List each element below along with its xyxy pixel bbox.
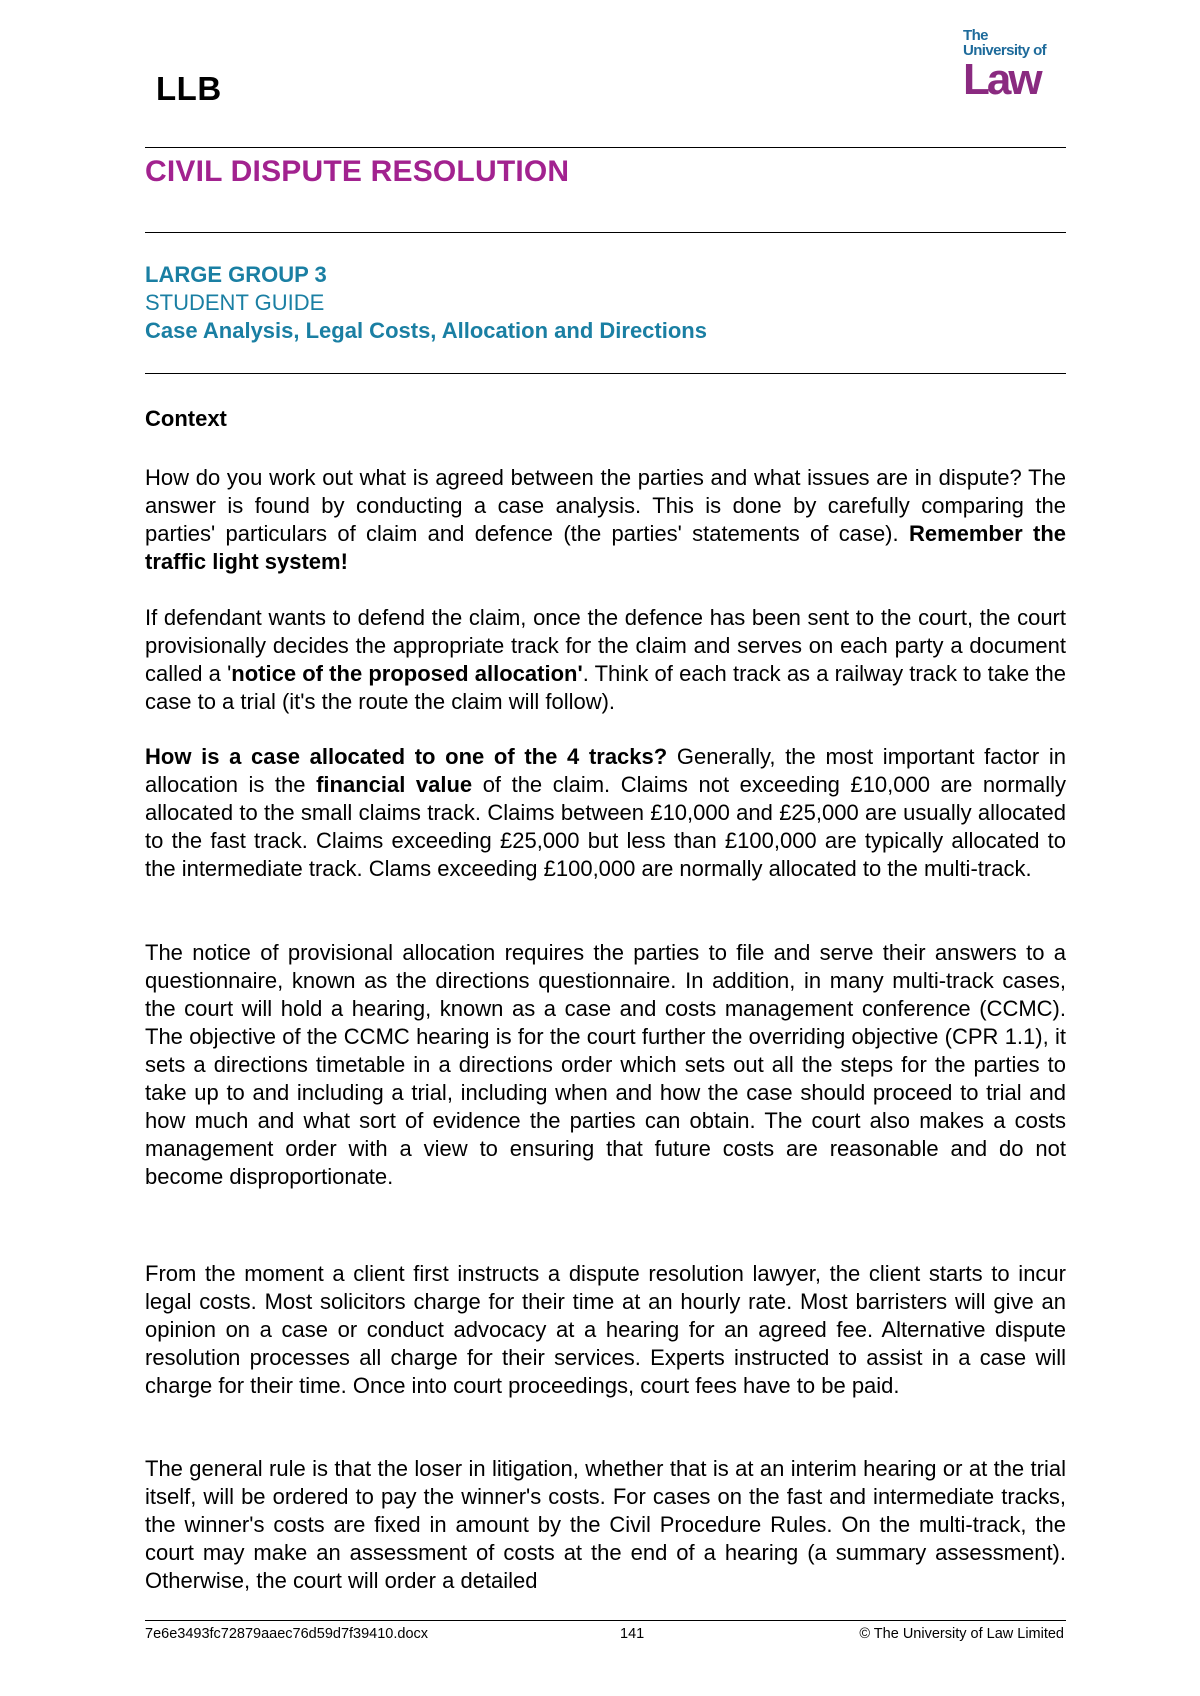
group-heading: LARGE GROUP 3 (145, 262, 327, 287)
paragraph-allocation-notice: If defendant wants to defend the claim, once the defence has been sent to the court, the court provisionally decides the appropriate track for the claim and serves on each party a document called a 'notice of the proposed allocation'. Think of each track as a railway track to take the case to a trial (it's the route the claim will follow). (145, 605, 1066, 714)
paragraph-case-analysis: How do you work out what is agreed between the parties and what issues are in dispute? The answer is found by conducting a case analysis. This is done by carefully comparing the parties' particulars of claim and defence (the parties' statements of case). Remember the traffic light system! (145, 465, 1066, 574)
paragraph-tracks: How is a case allocated to one of the 4 tracks? Generally, the most important factor in allocation is the financial value of the claim. Claims not exceeding £10,000 are normally allocated to the small claims track. Claims between £10,000 and £25,000 are usually allocated to the fast track. Claims exceeding £25,000 but less than £100,000 are typically allocated to the intermediate track. Clams exceeding £100,000 are normally allocated to the multi-track. (145, 744, 1067, 881)
emphasis-tracks-question: How is a case allocated to one of the 4 tracks? (145, 744, 668, 769)
logo-line-university: University of (963, 42, 1047, 59)
footer-page-number: 141 (620, 1626, 645, 1642)
paragraph-costs-rule: The general rule is that the loser in litigation, whether that is at an interim hearing or at the trial itself, will be ordered to pay the winner's costs. For cases on the fast and intermediate tracks, the winner's costs are fixed in amount by the Civil Procedure Rules. On the multi-track, the court may make an assessment of costs at the end of a hearing (a summary assessment). Otherwise, the court will order a detailed (145, 1456, 1066, 1593)
logo-line-law: Law (963, 55, 1040, 104)
divider-under-title (145, 232, 1066, 233)
paragraph-legal-costs: From the moment a client first instructs a dispute resolution lawyer, the client starts to incur legal costs. Most solicitors charge for their time at an hourly rate. Most barristers will give an opinion on a case or conduct advocacy at a hearing for an agreed fee. Alternative dispute resolution processes all charge for their services. Experts instructed to assist in a case will charge for their time. Once into court proceedings, court fees have to be paid. (145, 1261, 1066, 1398)
footer-copyright: © The University of Law Limited (859, 1626, 1064, 1642)
footer-filename: 7e6e3493fc72879aaec76d59d7f39410.docx (145, 1626, 429, 1642)
divider-under-subheadings (145, 373, 1066, 374)
page-title: CIVIL DISPUTE RESOLUTION (145, 155, 570, 188)
divider-top (145, 147, 1066, 148)
emphasis-traffic-light: Remember the traffic light system! (145, 521, 1066, 574)
footer-divider (145, 1620, 1066, 1621)
course-label: LLB (156, 70, 222, 107)
paragraph-directions: The notice of provisional allocation requires the parties to file and serve their answers to a questionnaire, known as the directions questionnaire. In addition, in many multi-track cases, the court will hold a hearing, known as a case and costs management conference (CCMC). The objective of the CCMC hearing is for the court further the overriding objective (CPR 1.1), it sets a directions timetable in a directions order which sets out all the steps for the parties to take up to and including a trial, including when and how the case should proceed to trial and how much and what sort of evidence the parties can obtain. The court also makes a costs management order with a view to ensuring that future costs are reasonable and do not become disproportionate. (145, 940, 1066, 1189)
logo-line-the: The (963, 27, 988, 44)
guide-heading: STUDENT GUIDE (145, 290, 325, 315)
emphasis-notice: notice of the proposed allocation' (231, 661, 583, 686)
emphasis-financial-value: financial value (316, 772, 473, 797)
topic-heading: Case Analysis, Legal Costs, Allocation and Directions (145, 318, 707, 343)
section-heading: Context (145, 406, 227, 431)
university-logo (963, 27, 1063, 104)
